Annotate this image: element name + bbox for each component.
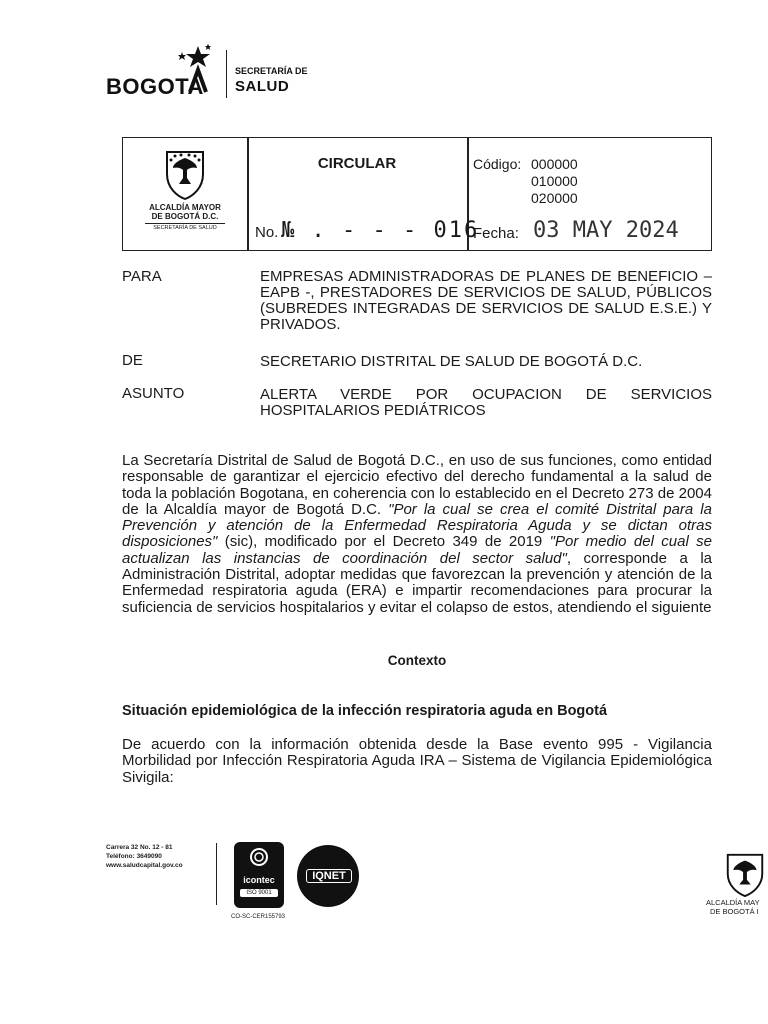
logo-divider (226, 50, 227, 98)
contexto-heading: Contexto (387, 653, 447, 668)
de-value: SECRETARIO DISTRITAL DE SALUD DE BOGOTÁ D.C. (260, 353, 643, 370)
para-value: EMPRESAS ADMINISTRADORAS DE PLANES DE BENEFICIO – EAPB -, PRESTADORES DE SERVICIOS DE SALUD, PÚBLICOS (SUBREDES INTEGRADAS DE SERVICIOS DE SALUD E.S.E.) Y PRIVADOS. (260, 268, 712, 333)
bogota-coat-of-arms-icon (722, 851, 768, 897)
alcaldia-label: DE BOGOTÁ D.C. (151, 212, 219, 221)
codigo-value: 020000 (531, 190, 578, 206)
section-subheading: Situación epidemiológica de la infección respiratoria aguda en Bogotá (122, 703, 608, 719)
data-source-paragraph: De acuerdo con la información obtenida desde la Base evento 995 - Vigilancia Morbilidad por Infección Respiratoria Aguda IRA – Sistema de Vigilancia Epidemiológica Sivigila: (122, 736, 712, 786)
decree-quote: "Por la cual se crea el comité Distrital para la Prevención y atención de la Enfermedad Respiratoria Aguda y se dictan otras disposiciones" (122, 500, 712, 551)
intro-text: La Secretaría Distrital de Salud de Bogotá D.C., en uso de sus funciones, como entidad responsable de garantizar el ejercicio efectivo del derecho fundamental a la salud de toda la población Bogotana, en coherencia con lo establecido en el Decreto 273 de 2004 de la Alcaldía mayor de Bogotá D.C. (122, 452, 712, 518)
footer-divider (216, 843, 217, 905)
asunto-value: ALERTA VERDE POR OCUPACION DE SERVICIOS HOSPITALARIOS PEDIÁTRICOS (260, 386, 712, 419)
fecha-stamp-value: 03 MAY 2024 (533, 218, 679, 243)
bogota-coat-of-arms-icon (161, 148, 209, 200)
document-type-title: CIRCULAR (317, 155, 397, 172)
codigo-value: 000000 (531, 156, 578, 172)
secretaria-small-label: SECRETARÍA DE SALUD (153, 225, 217, 231)
footer-website: www.saludcapital.gov.co (106, 862, 183, 869)
intro-paragraph (122, 453, 712, 616)
iqnet-label: IQNET (306, 869, 352, 883)
decree-quote: "Por medio del cual se actualizan las instancias de coordinación del sector salud" (122, 533, 712, 567)
para-label: PARA (122, 268, 162, 285)
asunto-label: ASUNTO (122, 385, 185, 402)
codigo-value: 010000 (531, 173, 578, 189)
footer-phone: Teléfono: 3649090 (106, 853, 162, 860)
circular-header-table (122, 137, 712, 251)
bogota-star-logo-icon (176, 44, 212, 94)
fecha-label: Fecha: (473, 225, 519, 242)
footer-address: Carrera 32 No. 12 - 81 (106, 844, 173, 851)
icontec-swirl-icon (234, 842, 284, 872)
codigo-label: Código: (473, 156, 522, 172)
alcaldia-label: ALCALDÍA MAYOR (149, 203, 221, 212)
salud-label: SALUD (235, 78, 290, 95)
certificate-code: CO-SC-CER155793 (231, 914, 286, 920)
iqnet-certification-logo (297, 845, 359, 907)
intro-text: (sic), modificado por el Decreto 349 de 2019 (217, 533, 550, 551)
icontec-label: icontec (243, 875, 275, 885)
number-label: No. (255, 224, 279, 241)
alcaldia-underline (145, 223, 225, 224)
icontec-certification-logo (234, 842, 284, 908)
secretaria-label: SECRETARÍA DE (235, 66, 308, 76)
bogota-logo-text: BOGOTA (106, 74, 204, 99)
iso-label: ISO 9001 (240, 889, 278, 897)
footer-alcaldia-label: ALCALDÍA MAY (706, 898, 760, 907)
intro-text: , corresponde a la Administración Distrital, adoptar medidas que favorezcan la prevención y atención de la Enfermedad respiratoria aguda (ERA) e impartir recomendaciones para procurar la suficiencia de servicios hospitalarios y evitar el colapso de estos, atendiendo el siguiente (122, 549, 712, 616)
de-label: DE (122, 352, 143, 369)
number-stamp-value: № . - - - 016 (281, 218, 480, 243)
footer-alcaldia-label: DE BOGOTÁ I (710, 907, 759, 916)
